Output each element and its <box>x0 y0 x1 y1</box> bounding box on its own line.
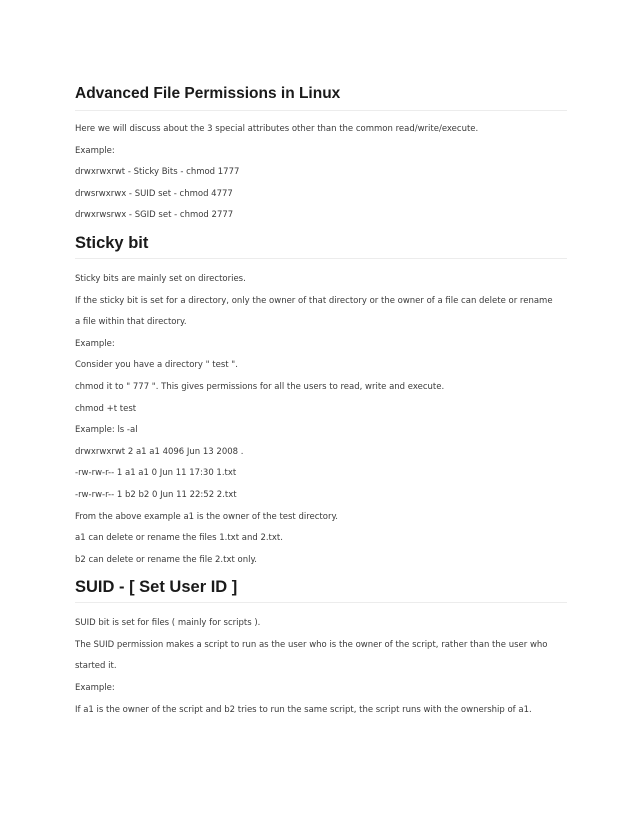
suid-section <box>75 618 567 715</box>
paragraph-line: chmod +t test <box>75 403 137 414</box>
paragraph-line: Example: <box>75 338 115 349</box>
paragraph-line: Example: <box>75 683 115 694</box>
paragraph-line: Sticky bits are mainly set on directories. <box>75 273 246 284</box>
paragraph-line: If the sticky bit is set for a directory, only the owner of that directory or the owner of a file can delete or rename <box>75 295 553 306</box>
paragraph-line: a1 can delete or rename the files 1.txt and 2.txt. <box>75 533 283 544</box>
sticky-bit-section <box>75 274 567 566</box>
paragraph-line: If a1 is the owner of the script and b2 tries to run the same script, the script runs with the ownership of a1. <box>75 704 532 715</box>
paragraph-line: From the above example a1 is the owner of the test directory. <box>75 511 338 522</box>
paragraph-line: started it. <box>75 661 117 672</box>
paragraph-line: Example: ls -al <box>75 425 138 436</box>
paragraph-line: a file within that directory. <box>75 317 187 328</box>
paragraph-line: -rw-rw-r-- 1 a1 a1 0 Jun 11 17:30 1.txt <box>75 468 237 479</box>
document-title: Advanced File Permissions in Linux <box>75 84 567 111</box>
paragraph-line: The SUID permission makes a script to run as the user who is the owner of the script, rather than the user who <box>75 639 548 650</box>
document-content <box>75 84 567 726</box>
intro-section <box>75 124 567 221</box>
paragraph-line: drwxrwxrwt 2 a1 a1 4096 Jun 13 2008 . <box>75 446 244 457</box>
intro-line: drwxrwxrwt - Sticky Bits - chmod 1777 <box>75 167 240 178</box>
intro-line: drwxrwsrwx - SGID set - chmod 2777 <box>75 210 234 221</box>
paragraph-line: Consider you have a directory " test ". <box>75 360 238 371</box>
paragraph-line: -rw-rw-r-- 1 b2 b2 0 Jun 11 22:52 2.txt <box>75 489 237 500</box>
intro-line: Here we will discuss about the 3 special attributes other than the common read/write/execute. <box>75 124 479 134</box>
paragraph-line: b2 can delete or rename the file 2.txt only. <box>75 554 257 565</box>
paragraph-line: SUID bit is set for files ( mainly for scripts ). <box>75 618 261 629</box>
section-heading-suid: SUID - [ Set User ID ] <box>75 576 567 603</box>
section-heading-sticky-bit: Sticky bit <box>75 232 567 259</box>
paragraph-line: chmod it to " 777 ". This gives permissions for all the users to read, write and execute. <box>75 381 445 392</box>
intro-line: drwsrwxrwx - SUID set - chmod 4777 <box>75 188 233 199</box>
intro-line: Example: <box>75 145 115 156</box>
